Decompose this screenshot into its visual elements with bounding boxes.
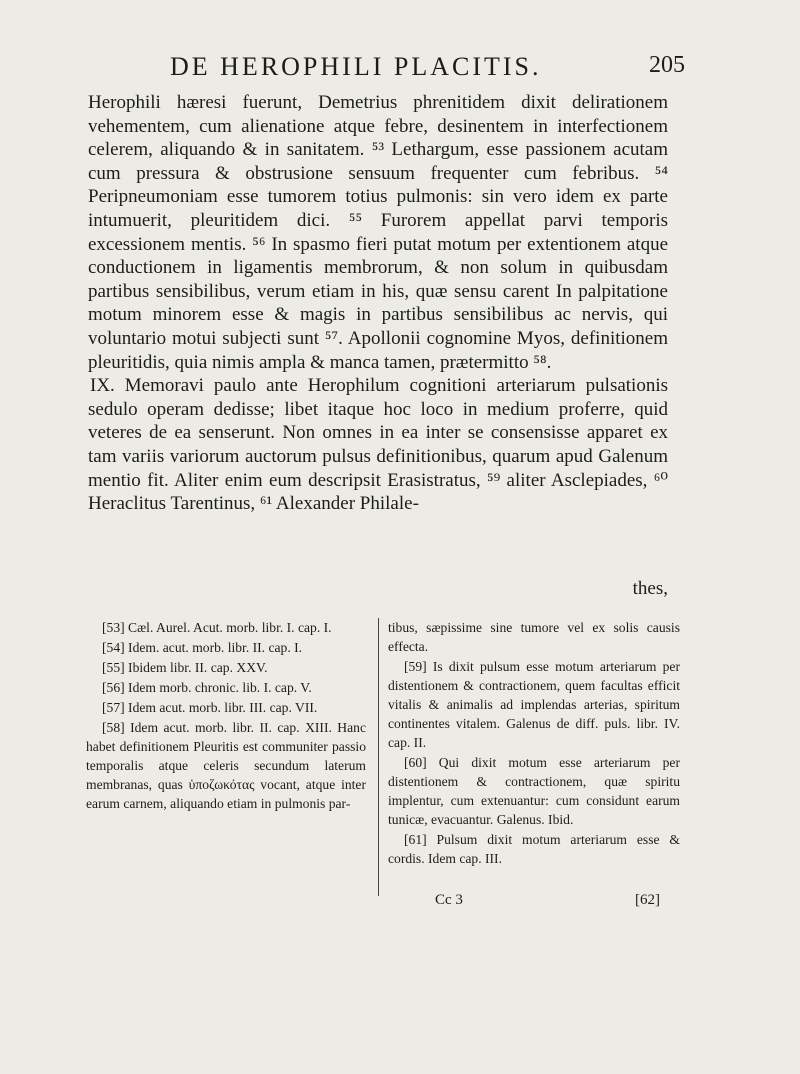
signature-mark: Cc 3 — [435, 892, 463, 908]
footnote: [58] Idem acut. morb. libr. II. cap. XIII. Hanc habet definitionem Pleuritis est communiter passio temporalis atque celeris secundum laterum membranas, quas ὑποζωκότας vocant, atque inter earum carnem, aliquando etiam in pulmonis par- — [86, 720, 366, 811]
footnote: [55] Ibidem libr. II. cap. XXV. — [102, 660, 268, 675]
catchword: thes, — [632, 578, 668, 599]
footnote: [61] Pulsum dixit motum arteriarum esse & cordis. Idem cap. III. — [388, 832, 680, 866]
footnote: [54] Idem. acut. morb. libr. II. cap. I. — [102, 640, 303, 655]
running-title: DE HEROPHILI PLACITIS. — [170, 52, 542, 81]
footnote: [59] Is dixit pulsum esse motum arteriarum per distentionem & contractionem, quem facultas efficit vitalis & animalis ad implendas arterias, spiritum continentes vitalem. Galenus de diff. puls. libr. IV. cap. II. — [388, 659, 680, 750]
footnote-continuation: tibus, sæpissime sine tumore vel ex solis causis effecta. — [388, 620, 680, 654]
paragraph-1: Herophili hæresi fuerunt, Demetrius phrenitidem dixit delirationem vehementem, cum alienatione atque febre, desinentem in interfectionem celerem, aliquando & in sanitatem. ⁵³ Lethargum, esse passionem acutam cum pressura & obstrusione sensuum frequenter cum febribus. ⁵⁴ Peripneumoniam esse tumorem totius pulmonis: sin vero idem ex parte intumuerit, pleuritidem dici. ⁵⁵ Furorem appellat parvi temporis excessionem mentis. ⁵⁶ In spasmo fieri putat motum per extentionem atque conductionem in ligamentis membrorum, & non solum in quibusdam partibus sensibilibus, verum etiam in his, quæ sensu carent In palpitatione motum minorem esse & magis in partibus sensibilibus ac nervis, qui voluntario motui subjecti sunt ⁵⁷. Apollonii cognomine Myos, definitionem pleuritidis, quia nimis ampla & manca tamen, prætermitto ⁵⁸. — [88, 92, 668, 373]
main-text — [88, 91, 668, 516]
paragraph-2: IX. Memoravi paulo ante Herophilum cognitioni arteriarum pulsationis sedulo operam dedisse; libet itaque hoc loco in medium proferre, quid veteres de ea senserunt. Non omnes in ea inter se consensisse apparet ex tam variis variorum auctorum pulsus definitionibus, quarum apud Galenum mentio fit. Aliter enim eum descripsit Erasistratus, ⁵⁹ aliter Asclepiades, ⁶⁰ Heraclitus Tarentinus, ⁶¹ Alexander Philale- — [88, 375, 668, 515]
footnote: [56] Idem morb. chronic. lib. I. cap. V. — [102, 680, 312, 695]
footnotes — [86, 618, 680, 908]
page-header — [90, 52, 685, 86]
footnotes-right-column — [388, 618, 680, 869]
footnote: [60] Qui dixit motum esse arteriarum per distentionem & contractionem, quæ spiritu implentur, cum extenuantur: cum considunt earum tunicæ, evacuantur. Galenus. Ibid. — [388, 755, 680, 827]
page-number: 205 — [649, 52, 685, 78]
footnote: [57] Idem acut. morb. libr. III. cap. VII. — [102, 700, 318, 715]
column-divider — [378, 618, 379, 896]
footnote-catchword: [62] — [635, 892, 660, 908]
footnote: [53] Cæl. Aurel. Acut. morb. libr. I. cap. I. — [102, 620, 332, 635]
footnotes-left-column — [86, 618, 366, 814]
